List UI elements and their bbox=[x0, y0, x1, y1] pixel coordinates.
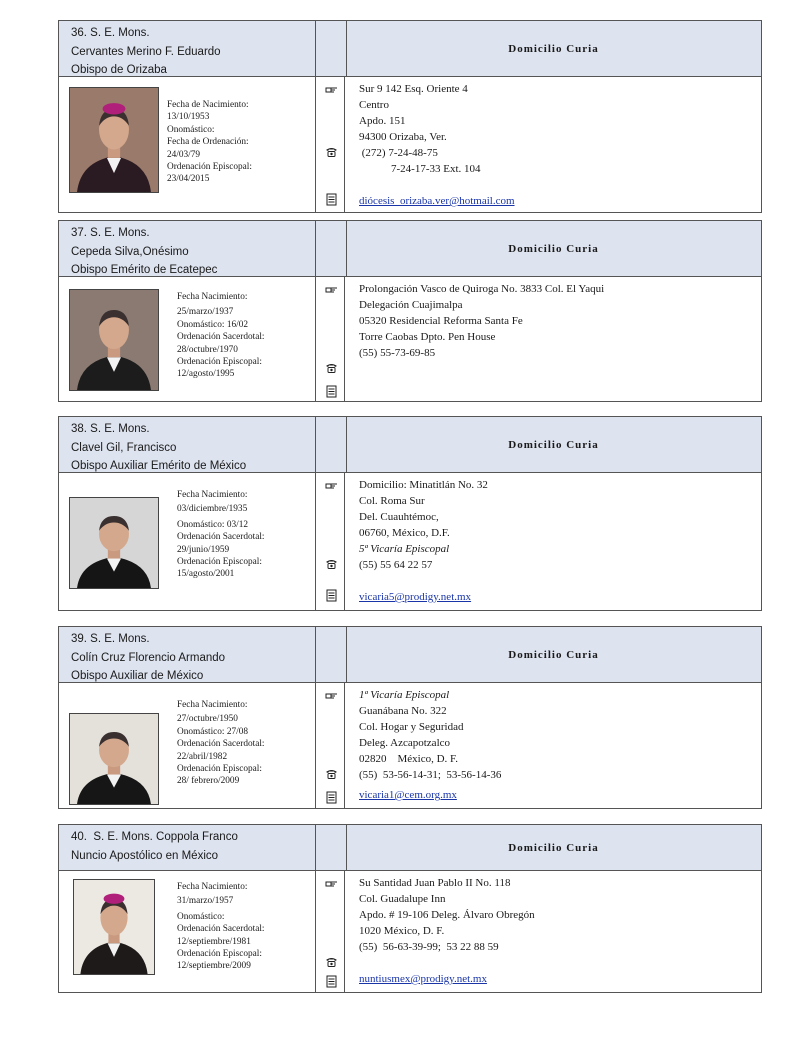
entry-card-39 bbox=[58, 626, 762, 809]
entry-card-36 bbox=[58, 20, 762, 213]
telephone-icon bbox=[325, 557, 338, 570]
entry-title: Obispo Auxiliar Emérito de México bbox=[71, 460, 247, 472]
entry-number: 37. S. E. Mons. bbox=[71, 227, 150, 239]
domicile-label: Domicilio Curia bbox=[508, 438, 599, 451]
fax-icon bbox=[325, 385, 338, 398]
entry-name: Cepeda Silva,Onésimo bbox=[71, 245, 189, 258]
entry-header bbox=[59, 221, 761, 277]
pointing-hand-icon bbox=[325, 83, 338, 96]
entry-name: Cervantes Merino F. Eduardo bbox=[71, 45, 221, 58]
entry-header bbox=[59, 627, 761, 683]
address-block: Prolongación Vasco de Quiroga No. 3833 Col. El Yaqui Delegación Cuajimalpa 05320 Residencial Reforma Santa Fe Torre Caobas Dpto. Pen House (55) 55-73-69-85 bbox=[359, 283, 605, 359]
portrait-photo bbox=[69, 497, 159, 589]
domicile-label: Domicilio Curia bbox=[508, 42, 599, 55]
entry-header bbox=[59, 417, 761, 473]
biographical-facts: Fecha de Nacimiento: 13/10/1953 Onomástico: Fecha de Ordenación: 24/03/79 Ordenación Episcopal: 23/04/2015 bbox=[167, 100, 252, 185]
address-block: Domicilio: Minatitlán No. 32 Col. Roma Sur Del. Cuauhtémoc, 06760, México, D.F. 5ª Vicaría Episcopal (55) 55 64 22 57 vicaria5@prodigy.net.mx bbox=[359, 477, 759, 605]
entry-name-block bbox=[71, 420, 311, 476]
biographical-facts: Fecha Nacimiento: 27/octubre/1950 Onomástico: 27/08 Ordenación Sacerdotal: 22/abril/1982 Ordenación Episcopal: 28/ febrero/2009 bbox=[177, 700, 265, 787]
entry-number-name: 40. S. E. Mons. Coppola Franco bbox=[71, 831, 238, 843]
email-link[interactable]: vicaria5@prodigy.net.mx bbox=[359, 591, 472, 603]
telephone-icon bbox=[325, 145, 338, 158]
telephone-icon bbox=[325, 955, 338, 968]
domicile-label: Domicilio Curia bbox=[508, 648, 599, 661]
entry-title: Obispo Emérito de Ecatepec bbox=[71, 264, 218, 276]
fax-icon bbox=[325, 193, 338, 206]
biographical-facts: Fecha Nacimiento: 25/marzo/1937 Onomástico: 16/02 Ordenación Sacerdotal: 28/octubre/1970 Ordenación Episcopal: 12/agosto/1995 bbox=[177, 292, 265, 380]
entry-card-37 bbox=[58, 220, 762, 402]
fax-icon bbox=[325, 791, 338, 804]
entry-name: Colín Cruz Florencio Armando bbox=[71, 651, 226, 664]
entry-number: 38. S. E. Mons. bbox=[71, 423, 150, 435]
entry-card-40 bbox=[58, 824, 762, 993]
portrait-photo bbox=[69, 713, 159, 805]
portrait-photo bbox=[73, 879, 155, 975]
entry-name-block bbox=[71, 224, 311, 280]
entry-number: 39. S. E. Mons. bbox=[71, 633, 150, 645]
telephone-icon bbox=[325, 361, 338, 374]
entry-name-block bbox=[71, 828, 311, 865]
pointing-hand-icon bbox=[325, 689, 338, 702]
portrait-photo bbox=[69, 87, 159, 193]
portrait-photo bbox=[69, 289, 159, 391]
entry-header bbox=[59, 21, 761, 77]
domicile-label: Domicilio Curia bbox=[508, 242, 599, 255]
entry-title: Obispo Auxiliar de México bbox=[71, 670, 204, 682]
entry-number: 36. S. E. Mons. bbox=[71, 27, 150, 39]
fax-icon bbox=[325, 589, 338, 602]
email-link[interactable]: vicaria1@cem.org.mx bbox=[359, 789, 457, 801]
entry-title: Nuncio Apostólico en México bbox=[71, 849, 219, 862]
fax-icon bbox=[325, 975, 338, 988]
pointing-hand-icon bbox=[325, 479, 338, 492]
biographical-facts: Fecha Nacimiento: 03/diciembre/1935 Onomástico: 03/12 Ordenación Sacerdotal: 29/junio/1959 Ordenación Episcopal: 15/agosto/2001 bbox=[177, 490, 265, 580]
entry-title: Obispo de Orizaba bbox=[71, 64, 167, 76]
domicile-label: Domicilio Curia bbox=[508, 841, 599, 854]
email-link[interactable]: nuntiusmex@prodigy.net.mx bbox=[359, 973, 487, 985]
entry-card-38 bbox=[58, 416, 762, 611]
entry-name: Clavel Gil, Francisco bbox=[71, 441, 177, 454]
address-block: Su Santidad Juan Pablo II No. 118 Col. Guadalupe Inn Apdo. # 19-106 Deleg. Álvaro Obregón 1020 México, D. F. (55) 56-63-39-99; 53 22 88 59 nuntiusmex@prodigy.net.mx bbox=[359, 875, 759, 987]
email-link[interactable]: diócesis_orizaba.ver@hotmail.com bbox=[359, 195, 515, 207]
pointing-hand-icon bbox=[325, 283, 338, 296]
address-block: 1ª Vicaría Episcopal Guanábana No. 322 Col. Hogar y Seguridad Deleg. Azcapotzalco 02820 México, D. F. (55) 53-56-14-31; 53-56-14-36 vicaria1@cem.org.mx bbox=[359, 687, 759, 803]
telephone-icon bbox=[325, 767, 338, 780]
address-block: Sur 9 142 Esq. Oriente 4 Centro Apdo. 151 94300 Orizaba, Ver. (272) 7-24-48-75 7-24-17-33 Ext. 104 diócesis_orizaba.ver@hotmail.com bbox=[359, 81, 759, 209]
biographical-facts: Fecha Nacimiento: 31/marzo/1957 Onomástico: Ordenación Sacerdotal: 12/septiembre/1981 Ordenación Episcopal: 12/septiembre/2009 bbox=[177, 882, 265, 972]
entry-header bbox=[59, 825, 761, 871]
pointing-hand-icon bbox=[325, 877, 338, 890]
entry-name-block bbox=[71, 24, 311, 80]
entry-name-block bbox=[71, 630, 311, 686]
